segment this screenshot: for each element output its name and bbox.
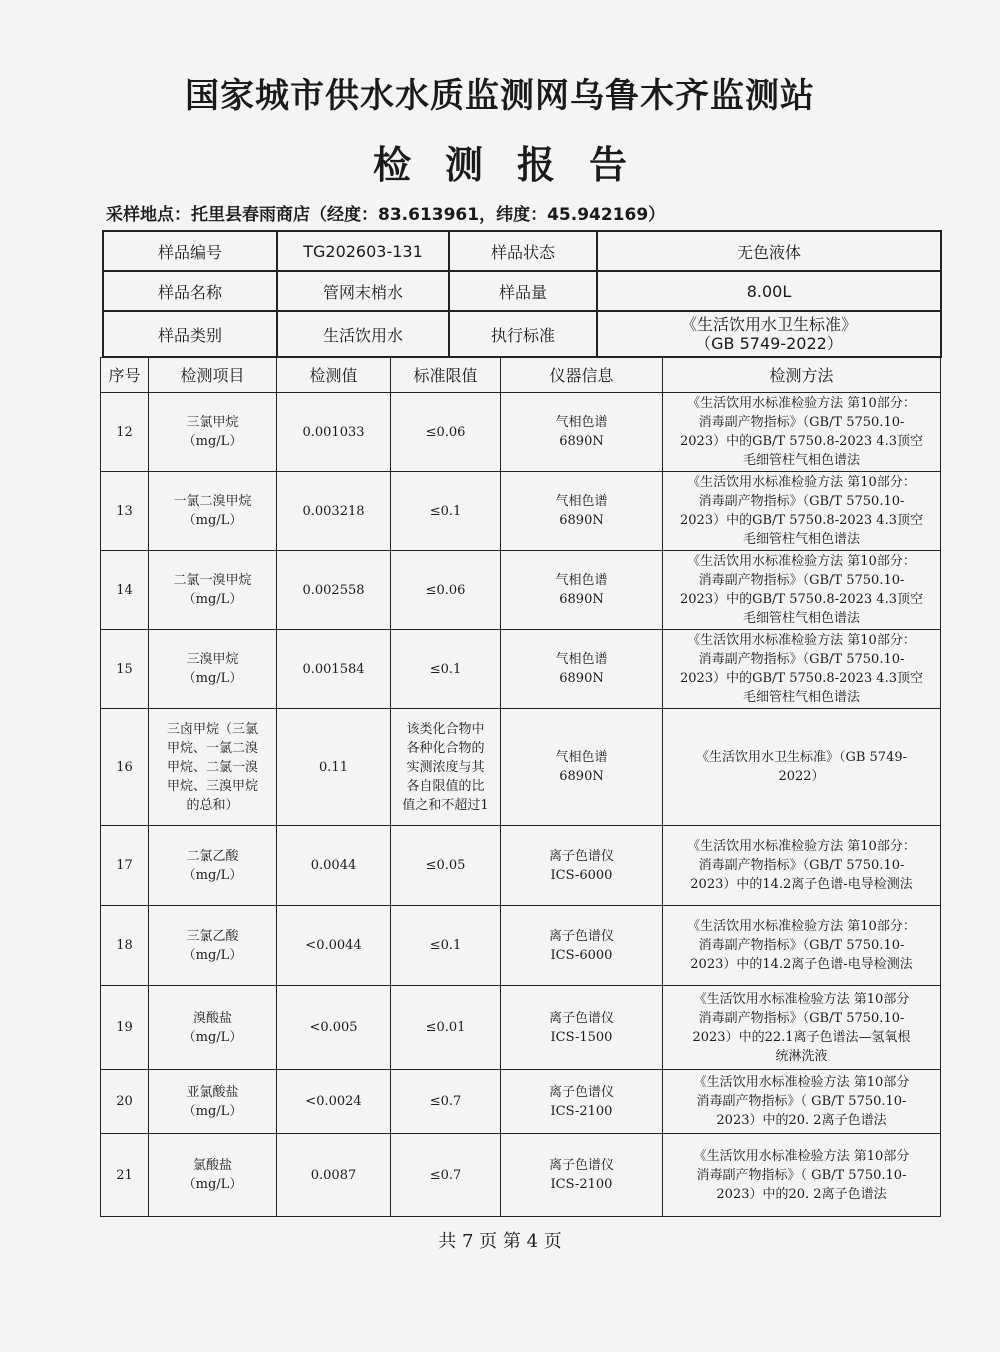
standard-name: 《生活饮用水卫生标准》 bbox=[680, 315, 857, 334]
test-method-line: 2023）中的20. 2离子色谱法 bbox=[716, 1186, 887, 1202]
test-item bbox=[149, 709, 277, 826]
standard-limit-line: 值之和不超过1 bbox=[402, 797, 489, 813]
sample-info-table bbox=[102, 230, 942, 358]
test-item-line: 溴酸盐 bbox=[192, 1010, 232, 1026]
standard-limit bbox=[391, 826, 501, 906]
test-method-line: 《生活饮用水标准检验方法 第10部分 bbox=[693, 991, 910, 1007]
standard-limit-line: 实测浓度与其 bbox=[406, 759, 485, 775]
test-method-line: 2022） bbox=[778, 769, 825, 784]
test-method-line: 消毒副产物指标》（GB/T 5750.10- bbox=[698, 415, 905, 430]
instrument-info-line: 气相色谱 bbox=[555, 494, 608, 509]
standard-limit bbox=[391, 630, 501, 709]
test-method-line: 消毒副产物指标》（GB/T 5750.10- bbox=[698, 652, 905, 667]
test-method-line: 2023）中的14.2离子色谱-电导检测法 bbox=[690, 877, 913, 892]
row-number: 16 bbox=[101, 709, 149, 826]
test-value: 0.0087 bbox=[277, 1134, 391, 1217]
test-method-line: 消毒副产物指标》（GB/T 5750.10- bbox=[698, 938, 905, 953]
row-number: 19 bbox=[101, 986, 149, 1070]
test-method-line: 消毒副产物指标》（GB/T 5750.10- bbox=[698, 1010, 905, 1026]
info-value bbox=[597, 311, 941, 357]
test-item-line: （mg/L） bbox=[182, 434, 243, 449]
test-method bbox=[663, 826, 941, 906]
row-number: 17 bbox=[101, 826, 149, 906]
standard-limit-line: ≤0.1 bbox=[429, 938, 462, 953]
table-row bbox=[101, 1070, 941, 1134]
instrument-info-line: 离子色谱仪 bbox=[548, 1158, 614, 1173]
instrument-info-line: 离子色谱仪 bbox=[548, 848, 614, 864]
standard-limit bbox=[391, 906, 501, 986]
test-method-line: 2023）中的GB/T 5750.8-2023 4.3顶空 bbox=[680, 513, 923, 528]
instrument-info bbox=[501, 986, 663, 1070]
table-row bbox=[101, 1134, 941, 1217]
standard-limit-line: ≤0.06 bbox=[425, 582, 466, 598]
test-value: 0.001033 bbox=[277, 393, 391, 472]
info-label: 执行标准 bbox=[449, 311, 597, 357]
test-item-line: 甲烷、二氯一溴 bbox=[166, 759, 258, 775]
info-row bbox=[103, 311, 941, 357]
test-value: <0.005 bbox=[277, 986, 391, 1070]
test-item-line: 甲烷、三溴甲烷 bbox=[166, 778, 258, 794]
table-row bbox=[101, 551, 941, 630]
test-method-line: 消毒副产物指标》（ GB/T 5750.10- bbox=[696, 1167, 907, 1183]
info-label: 样品编号 bbox=[103, 231, 277, 271]
info-value: 8.00L bbox=[597, 271, 941, 311]
test-item-line: （mg/L） bbox=[182, 947, 243, 963]
column-header: 仪器信息 bbox=[501, 358, 663, 393]
test-method-line: 毛细管柱气相色谱法 bbox=[742, 453, 860, 468]
test-item-line: 亚氯酸盐 bbox=[186, 1084, 239, 1100]
instrument-info bbox=[501, 551, 663, 630]
standard-limit bbox=[391, 709, 501, 826]
instrument-info-line: 离子色谱仪 bbox=[548, 928, 614, 944]
test-method-line: 《生活饮用水标准检验方法 第10部分： bbox=[687, 396, 916, 411]
standard-limit-line: ≤0.7 bbox=[429, 1167, 462, 1183]
instrument-info-line: 气相色谱 bbox=[555, 415, 608, 430]
standard-limit bbox=[391, 472, 501, 551]
column-header: 标准限值 bbox=[391, 358, 501, 393]
test-item-line: （mg/L） bbox=[182, 1029, 243, 1045]
test-method-line: 2023）中的GB/T 5750.8-2023 4.3顶空 bbox=[680, 592, 923, 607]
test-method bbox=[663, 1070, 941, 1134]
test-item bbox=[149, 551, 277, 630]
instrument-info-line: 6890N bbox=[559, 513, 604, 528]
table-row bbox=[101, 630, 941, 709]
info-label: 样品类别 bbox=[103, 311, 277, 357]
test-item-line: （mg/L） bbox=[182, 1103, 243, 1119]
table-row bbox=[101, 472, 941, 551]
column-header: 检测项目 bbox=[149, 358, 277, 393]
test-value: 0.0044 bbox=[277, 826, 391, 906]
standard-limit-line: 各种化合物的 bbox=[406, 740, 485, 756]
test-method bbox=[663, 630, 941, 709]
instrument-info bbox=[501, 1070, 663, 1134]
test-method-line: 《生活饮用水标准检验方法 第10部分： bbox=[687, 475, 916, 490]
instrument-info-line: 气相色谱 bbox=[555, 750, 608, 765]
test-item-line: 甲烷、一氯二溴 bbox=[166, 740, 258, 756]
info-label: 样品名称 bbox=[103, 271, 277, 311]
test-item-line: 三氯甲烷 bbox=[186, 415, 239, 430]
test-method bbox=[663, 709, 941, 826]
standard-limit-line: ≤0.05 bbox=[425, 858, 466, 873]
test-item-line: 三氯乙酸 bbox=[186, 928, 239, 944]
standard-limit-line: ≤0.1 bbox=[429, 661, 462, 677]
row-number: 15 bbox=[101, 630, 149, 709]
table-row bbox=[101, 986, 941, 1070]
info-row bbox=[103, 271, 941, 311]
row-number: 13 bbox=[101, 472, 149, 551]
instrument-info-line: ICS-1500 bbox=[550, 1029, 613, 1045]
report-title: 检测报告 bbox=[372, 143, 661, 187]
info-label: 样品量 bbox=[449, 271, 597, 311]
test-value: 0.001584 bbox=[277, 630, 391, 709]
instrument-info bbox=[501, 1134, 663, 1217]
info-value: 无色液体 bbox=[597, 231, 941, 271]
test-item-line: （mg/L） bbox=[182, 592, 243, 607]
info-label: 样品状态 bbox=[449, 231, 597, 271]
test-method-line: 《生活饮用水标准检验方法 第10部分 bbox=[693, 1148, 910, 1164]
test-item-line: 的总和） bbox=[186, 797, 239, 813]
test-method-line: 消毒副产物指标》（GB/T 5750.10- bbox=[698, 494, 905, 509]
instrument-info-line: 气相色谱 bbox=[555, 573, 608, 588]
test-method-line: 《生活饮用水标准检验方法 第10部分： bbox=[687, 839, 916, 854]
table-row bbox=[101, 709, 941, 826]
standard-limit bbox=[391, 986, 501, 1070]
test-item-line: 氯酸盐 bbox=[192, 1158, 232, 1173]
test-method-line: 2023）中的GB/T 5750.8-2023 4.3顶空 bbox=[680, 434, 923, 449]
test-method bbox=[663, 986, 941, 1070]
test-method bbox=[663, 393, 941, 472]
page-number: 共 7 页 第 4 页 bbox=[438, 1231, 562, 1252]
test-item-line: （mg/L） bbox=[182, 513, 243, 528]
instrument-info bbox=[501, 393, 663, 472]
test-value: 0.11 bbox=[277, 709, 391, 826]
standard-limit bbox=[391, 1070, 501, 1134]
test-item bbox=[149, 393, 277, 472]
results-table bbox=[100, 357, 941, 1217]
standard-limit-line: ≤0.06 bbox=[425, 424, 466, 440]
column-header: 检测值 bbox=[277, 358, 391, 393]
instrument-info bbox=[501, 630, 663, 709]
test-method-line: 统淋洗液 bbox=[775, 1048, 828, 1064]
row-number: 14 bbox=[101, 551, 149, 630]
instrument-info-line: 6890N bbox=[559, 592, 604, 607]
test-item bbox=[149, 1134, 277, 1217]
standard-limit bbox=[391, 551, 501, 630]
test-item-line: （mg/L） bbox=[182, 671, 243, 686]
info-row bbox=[103, 231, 941, 271]
instrument-info bbox=[501, 906, 663, 986]
test-item-line: （mg/L） bbox=[182, 1177, 243, 1192]
info-value: TG202603-131 bbox=[277, 231, 449, 271]
test-method-line: 消毒副产物指标》（GB/T 5750.10- bbox=[698, 858, 905, 873]
row-number: 21 bbox=[101, 1134, 149, 1217]
instrument-info bbox=[501, 472, 663, 551]
test-method-line: 毛细管柱气相色谱法 bbox=[742, 611, 860, 626]
test-item bbox=[149, 906, 277, 986]
row-number: 20 bbox=[101, 1070, 149, 1134]
instrument-info-line: ICS-2100 bbox=[550, 1177, 613, 1192]
test-method bbox=[663, 472, 941, 551]
standard-limit bbox=[391, 393, 501, 472]
table-row bbox=[101, 906, 941, 986]
test-item bbox=[149, 630, 277, 709]
test-item bbox=[149, 1070, 277, 1134]
test-method-line: 毛细管柱气相色谱法 bbox=[742, 532, 860, 547]
test-value: <0.0044 bbox=[277, 906, 391, 986]
test-item bbox=[149, 826, 277, 906]
column-header: 检测方法 bbox=[663, 358, 941, 393]
instrument-info-line: ICS-2100 bbox=[550, 1103, 613, 1119]
test-item-line: 三溴甲烷 bbox=[186, 652, 239, 667]
test-method bbox=[663, 906, 941, 986]
test-method-line: 2023）中的22.1离子色谱法—氢氧根 bbox=[692, 1029, 911, 1045]
standard-limit-line: 各自限值的比 bbox=[406, 778, 485, 794]
test-item-line: 一氯二溴甲烷 bbox=[173, 494, 252, 509]
test-method bbox=[663, 1134, 941, 1217]
test-method-line: 毛细管柱气相色谱法 bbox=[742, 690, 860, 705]
test-method-line: 《生活饮用水标准检验方法 第10部分： bbox=[687, 633, 916, 648]
column-header: 序号 bbox=[101, 358, 149, 393]
test-value: 0.003218 bbox=[277, 472, 391, 551]
test-item-line: 二氯一溴甲烷 bbox=[173, 573, 252, 588]
instrument-info bbox=[501, 709, 663, 826]
table-row bbox=[101, 393, 941, 472]
test-method-line: 2023）中的GB/T 5750.8-2023 4.3顶空 bbox=[680, 671, 923, 686]
instrument-info-line: 气相色谱 bbox=[555, 652, 608, 667]
results-body bbox=[101, 393, 941, 1217]
row-number: 18 bbox=[101, 906, 149, 986]
organization-title: 国家城市供水水质监测网乌鲁木齐监测站 bbox=[185, 76, 815, 116]
instrument-info-line: ICS-6000 bbox=[550, 867, 613, 883]
test-method-line: 消毒副产物指标》（ GB/T 5750.10- bbox=[696, 1094, 907, 1109]
test-method-line: 《生活饮用水标准检验方法 第10部分： bbox=[687, 919, 916, 934]
table-header-row bbox=[101, 358, 941, 393]
test-method-line: 《生活饮用水卫生标准》（GB 5749- bbox=[695, 750, 908, 765]
info-value: 管网末梢水 bbox=[277, 271, 449, 311]
test-method-line: 2023）中的20. 2离子色谱法 bbox=[716, 1113, 887, 1128]
standard-limit-line: ≤0.7 bbox=[429, 1094, 462, 1109]
test-method-line: 《生活饮用水标准检验方法 第10部分 bbox=[693, 1075, 910, 1090]
instrument-info-line: 6890N bbox=[559, 434, 604, 449]
standard-limit-line: ≤0.1 bbox=[429, 503, 462, 519]
standard-code: （GB 5749-2022） bbox=[695, 334, 843, 353]
test-item-line: 二氯乙酸 bbox=[186, 848, 239, 864]
info-value: 生活饮用水 bbox=[277, 311, 449, 357]
sampling-location: 采样地点：托里县春雨商店（经度：83.613961，纬度：45.942169） bbox=[106, 205, 666, 225]
instrument-info-line: 6890N bbox=[559, 671, 604, 686]
standard-limit-line: 该类化合物中 bbox=[406, 721, 485, 737]
table-row bbox=[101, 826, 941, 906]
row-number: 12 bbox=[101, 393, 149, 472]
test-value: <0.0024 bbox=[277, 1070, 391, 1134]
test-method bbox=[663, 551, 941, 630]
instrument-info-line: 离子色谱仪 bbox=[548, 1084, 614, 1100]
standard-limit bbox=[391, 1134, 501, 1217]
test-method-line: 《生活饮用水标准检验方法 第10部分： bbox=[687, 554, 916, 569]
instrument-info-line: ICS-6000 bbox=[550, 947, 613, 963]
test-value: 0.002558 bbox=[277, 551, 391, 630]
test-item-line: 三卤甲烷（三氯 bbox=[166, 721, 258, 737]
test-method-line: 消毒副产物指标》（GB/T 5750.10- bbox=[698, 573, 905, 588]
test-item bbox=[149, 986, 277, 1070]
standard-limit-line: ≤0.01 bbox=[425, 1020, 466, 1035]
instrument-info-line: 离子色谱仪 bbox=[548, 1010, 614, 1026]
test-item bbox=[149, 472, 277, 551]
test-item-line: （mg/L） bbox=[182, 867, 243, 883]
instrument-info-line: 6890N bbox=[559, 769, 604, 784]
instrument-info bbox=[501, 826, 663, 906]
test-method-line: 2023）中的14.2离子色谱-电导检测法 bbox=[690, 957, 913, 972]
